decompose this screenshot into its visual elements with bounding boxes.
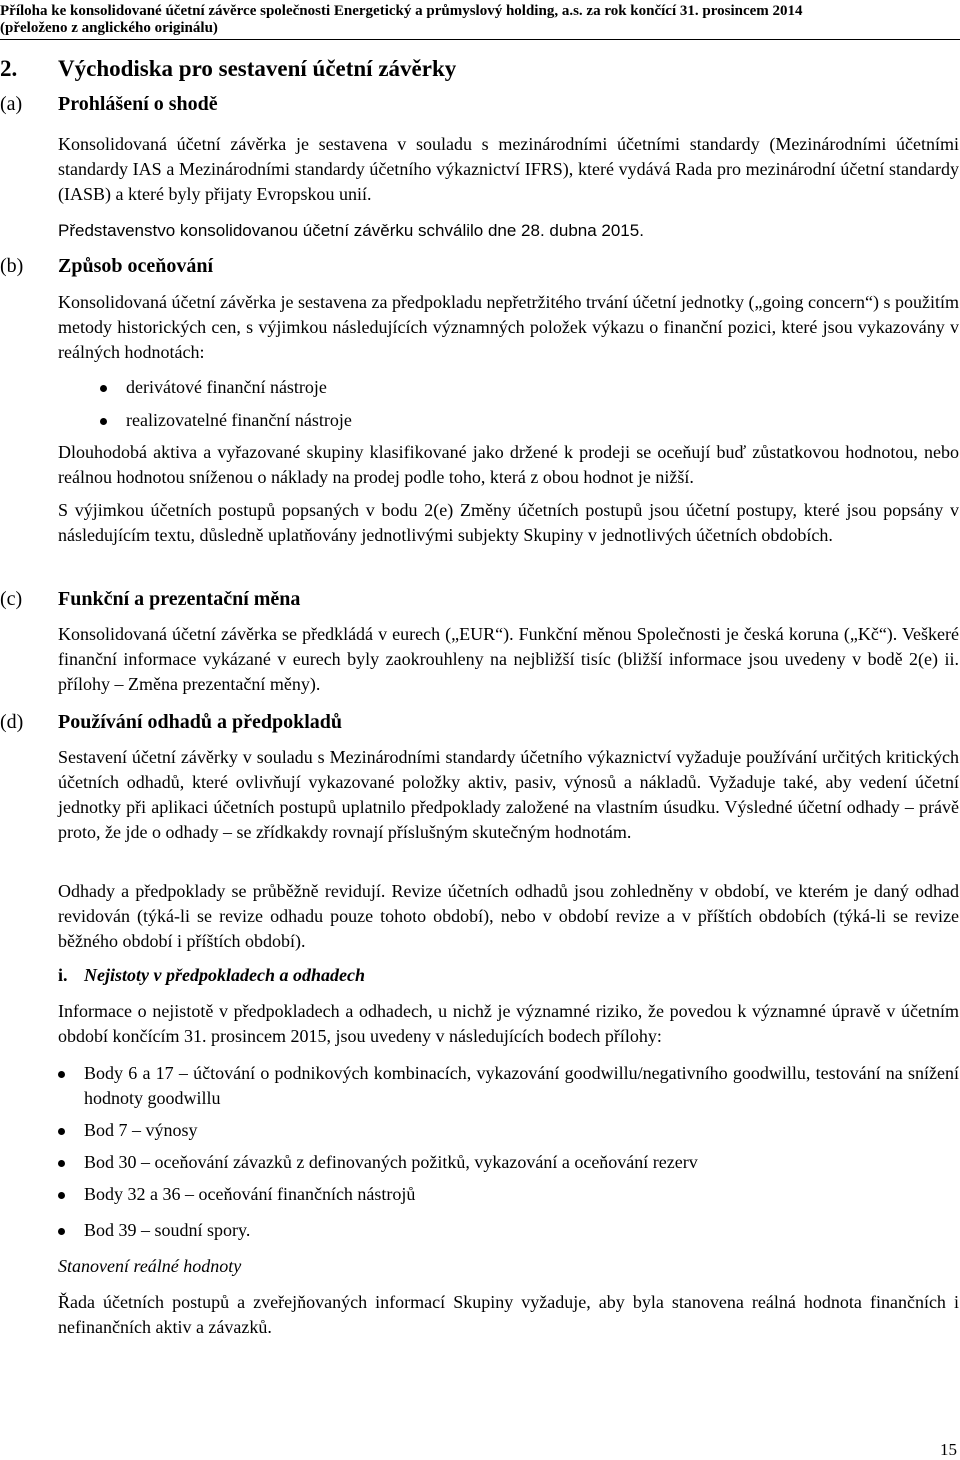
- paragraph-currency: Konsolidovaná účetní závěrka se předkládá v eurech („EUR“). Funkční měnou Společnosti je česká koruna („Kč“). Veškeré finanční informace vykázané v eurech byly zaokrouhleny na nejbližší tisíc (bližší informace jsou uvedeny v bodě 2(e) ii. přílohy – Změna prezentační měny).: [58, 624, 959, 694]
- section-number: 2.: [0, 56, 18, 81]
- paragraph-approval: Představenstvo konsolidovanou účetní závěrku schválilo dne 28. dubna 2015.: [58, 221, 644, 240]
- fair-value-heading: Stanovení reálné hodnoty: [58, 1256, 242, 1276]
- list-item: Bod 7 – výnosy: [58, 1118, 959, 1143]
- section-heading: [0, 54, 456, 84]
- sub-heading-uncertainties: i. Nejistoty v předpokladech a odhadech: [58, 965, 365, 985]
- subsection-title-b: Způsob oceňování: [58, 255, 214, 277]
- paragraph-held-for-sale: Dlouhodobá aktiva a vyřazované skupiny klasifikované jako držené k prodeji se oceňují buď zůstatkovou hodnotou, nebo reálnou hodnotou sníženou o náklady na prodej podle toho, která z obou hodnot je nižší.: [58, 442, 959, 487]
- subsection-title-a: Prohlášení o shodě: [58, 93, 218, 115]
- bullet-icon: [58, 1192, 65, 1199]
- subsection-title-c: Funkční a prezentační měna: [58, 588, 301, 610]
- subsection-title-d: Používání odhadů a předpokladů: [58, 711, 342, 733]
- paragraph-policies-applied: S výjimkou účetních postupů popsaných v bodu 2(e) Změny účetních postupů jsou účetní postupy, které jsou popsány v následujícím textu, důsledně uplatňovány jednotlivými subjekty Skupiny v jednotlivých účetních obdobích.: [58, 500, 959, 545]
- page-number: 15: [940, 1440, 957, 1459]
- bullet-icon: [58, 1071, 65, 1078]
- bullet-icon: [58, 1128, 65, 1135]
- bullet-icon: [58, 1228, 65, 1235]
- bullet-icon: [58, 1160, 65, 1167]
- paragraph-uncertainty-info: Informace o nejistotě v předpokladech a odhadech, u nichž je významné riziko, že povedou k významné úpravě v účetním období končícím 31. prosincem 2015, jsou uvedeny v následujících bodech přílohy:: [58, 1001, 959, 1046]
- paragraph-revisions: Odhady a předpoklady se průběžně revidují. Revize účetních odhadů jsou zohledněny v období, ve kterém je daný odhad revidován (týká-li se revize odhadu pouze tohoto období), nebo v období revize a v příštích obdobích (týká-li se revize běžného období i příštích období).: [58, 881, 959, 951]
- running-header-title: Příloha ke konsolidované účetní závěrce společnosti Energetický a průmyslový holding, a.s. za rok končící 31. prosincem 2014: [0, 3, 803, 19]
- list-item: Bod 39 – soudní spory.: [58, 1218, 959, 1243]
- subsection-marker-c: (c): [0, 588, 23, 610]
- subsection-marker-b: (b): [0, 255, 24, 277]
- paragraph-estimates: Sestavení účetní závěrky v souladu s Mezinárodními standardy účetního výkaznictví vyžaduje používání určitých kritických účetních odhadů, které ovlivňují vykazované položky aktiv, pasiv, výnosů a nákladů. Vyžaduje také, aby vedení účetní jednotky při aplikaci účetních postupů uplatnilo předpoklady založené na vlastním úsudku. Výsledné účetní odhady – právě proto, že jde o odhady – se zřídkakdy rovnají příslušným skutečným hodnotám.: [58, 747, 959, 842]
- bullet-icon: [100, 418, 107, 425]
- paragraph-fair-value: Řada účetních postupů a zveřejňovaných informací Skupiny vyžaduje, aby byla stanovena reálná hodnota finančních i nefinančních aktiv a závazků.: [58, 1292, 959, 1337]
- list-item: Body 6 a 17 – účtování o podnikových kombinacích, vykazování goodwillu/negativního goodwillu, testování na snížení hodnoty goodwillu: [58, 1061, 959, 1111]
- list-item: Body 32 a 36 – oceňování finančních nástrojů: [58, 1182, 959, 1207]
- subsection-marker-a: (a): [0, 93, 23, 115]
- list-item: Bod 30 – oceňování závazků z definovaných požitků, vykazování a oceňování rezerv: [58, 1150, 959, 1175]
- bullet-icon: [100, 385, 107, 392]
- paragraph-compliance: Konsolidovaná účetní závěrka je sestavena v souladu s mezinárodními účetními standardy (Mezinárodními účetními standardy IAS a Mezinárodními standardy účetního výkaznictví IFRS), které vydává Rada pro mezinárodní účetní standardy (IASB) a které byly přijaty Evropskou unií.: [58, 134, 959, 204]
- paragraph-measurement-basis: Konsolidovaná účetní závěrka je sestavena za předpokladu nepřetržitého trvání účetní jednotky („going concern“) s použitím metody historických cen, s výjimkou následujících významných položek výkazu o finanční pozici, které jsou vykazovány v reálných hodnotách:: [58, 292, 959, 362]
- running-header-subtitle: (přeloženo z anglického originálu): [0, 20, 218, 36]
- header-rule: [0, 39, 960, 40]
- list-item: derivátové finanční nástroje: [100, 375, 700, 400]
- section-title: Východiska pro sestavení účetní závěrky: [58, 56, 457, 81]
- subsection-marker-d: (d): [0, 711, 24, 733]
- list-item: realizovatelné finanční nástroje: [100, 408, 700, 433]
